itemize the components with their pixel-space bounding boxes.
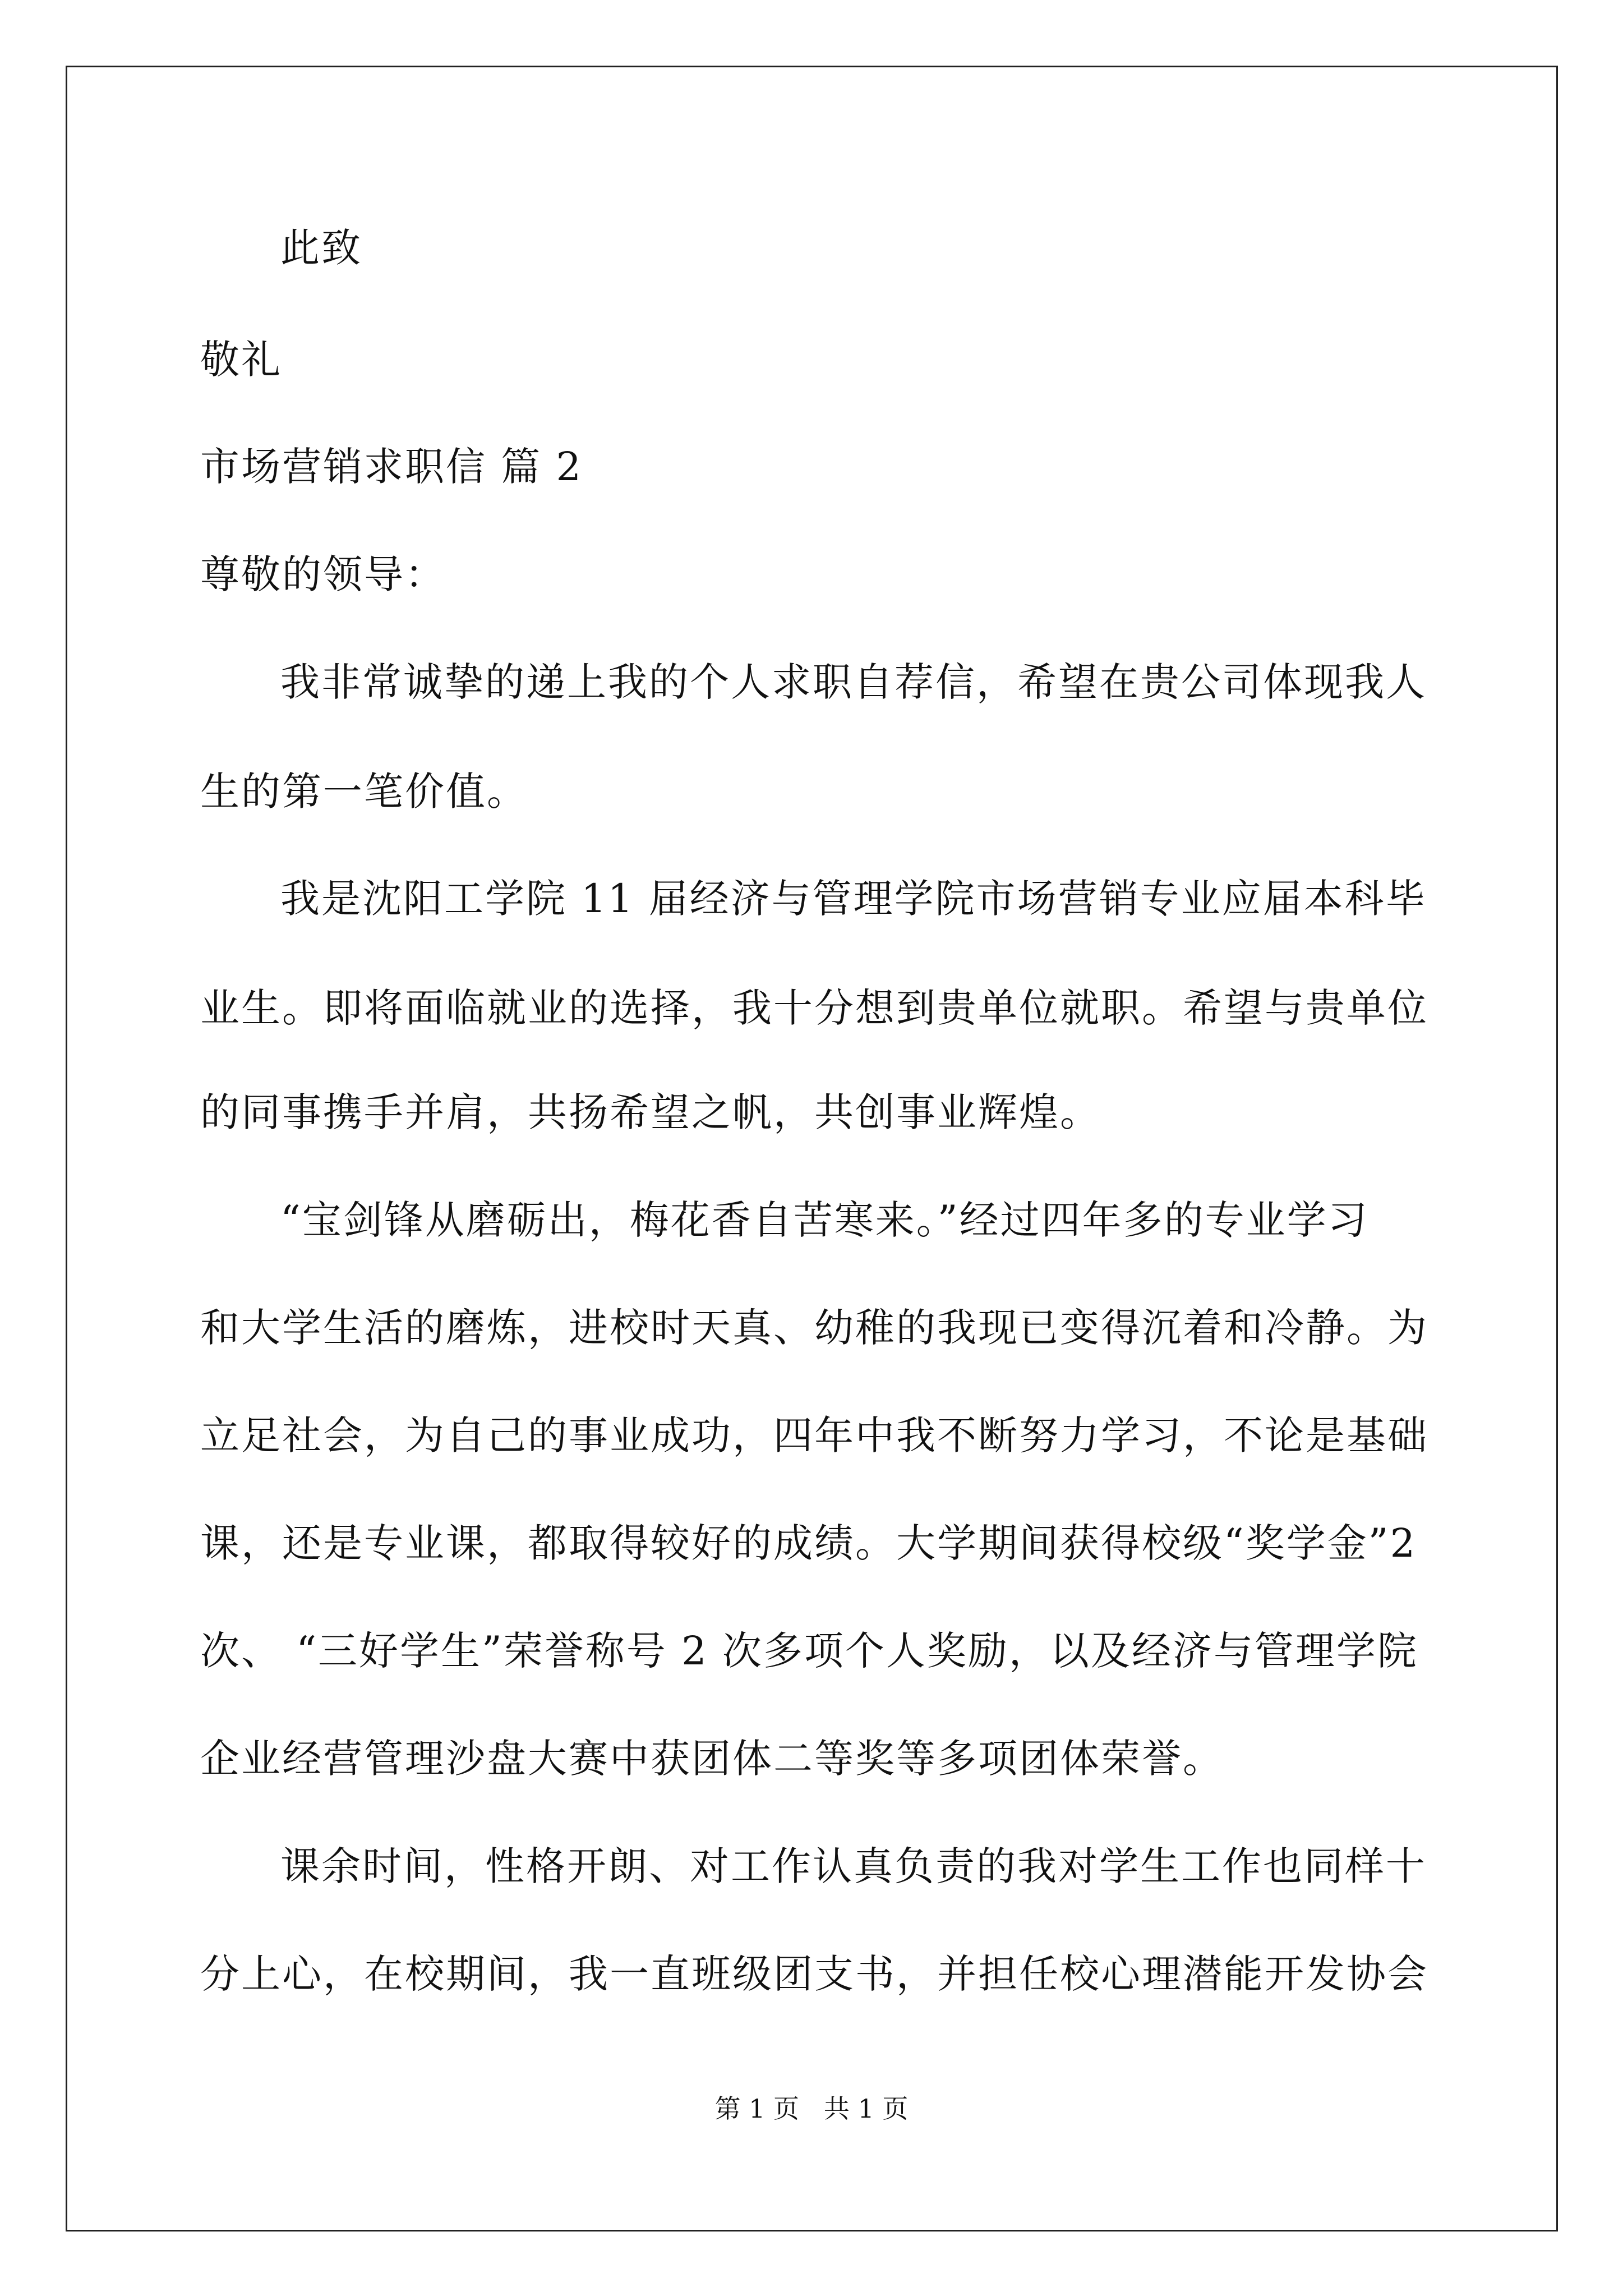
paragraph-line: 我是沈阳工学院 11 届经济与管理学院市场营销专业应届本科毕 [280,876,1427,922]
paragraph-line: 生的第一笔价值。 [200,769,528,815]
paragraph-line: “宝剑锋从磨砺出，梅花香自苦寒来。”经过四年多的专业学习 [280,1197,1369,1243]
page-footer: 第 1 页 共 1 页 [714,2093,909,2124]
paragraph-line: 次、 “三好学生”荣誉称号 2 次多项个人奖励，以及经济与管理学院 [200,1628,1418,1674]
letter-greeting: 尊敬的领导： [200,551,446,597]
page-border [66,66,1558,2231]
closing-salutation: 此致 [280,225,362,271]
paragraph-line: 我非常诚挚的递上我的个人求职自荐信，希望在贵公司体现我人 [280,659,1427,705]
paragraph-line: 企业经营管理沙盘大赛中获团体二等奖等多项团体荣誉。 [200,1736,1224,1782]
paragraph-line: 立足社会，为自己的事业成功，四年中我不断努力学习，不论是基础 [200,1412,1428,1458]
paragraph-line: 分上心，在校期间，我一直班级团支书，并担任校心理潜能开发协会 [200,1951,1428,1997]
section-heading: 市场营销求职信 篇 2 [200,444,583,490]
closing-regards: 敬礼 [200,337,282,383]
paragraph-line: 业生。即将面临就业的选择，我十分想到贵单位就职。希望与贵单位 [200,985,1428,1031]
paragraph-line: 课，还是专业课，都取得较好的成绩。大学期间获得校级“奖学金”2 [200,1520,1417,1566]
paragraph-line: 和大学生活的磨炼，进校时天真、幼稚的我现已变得沉着和冷静。为 [200,1305,1428,1351]
paragraph-line: 课余时间，性格开朗、对工作认真负责的我对学生工作也同样十 [280,1843,1427,1889]
paragraph-line: 的同事携手并肩，共扬希望之帆，共创事业辉煌。 [200,1089,1101,1135]
